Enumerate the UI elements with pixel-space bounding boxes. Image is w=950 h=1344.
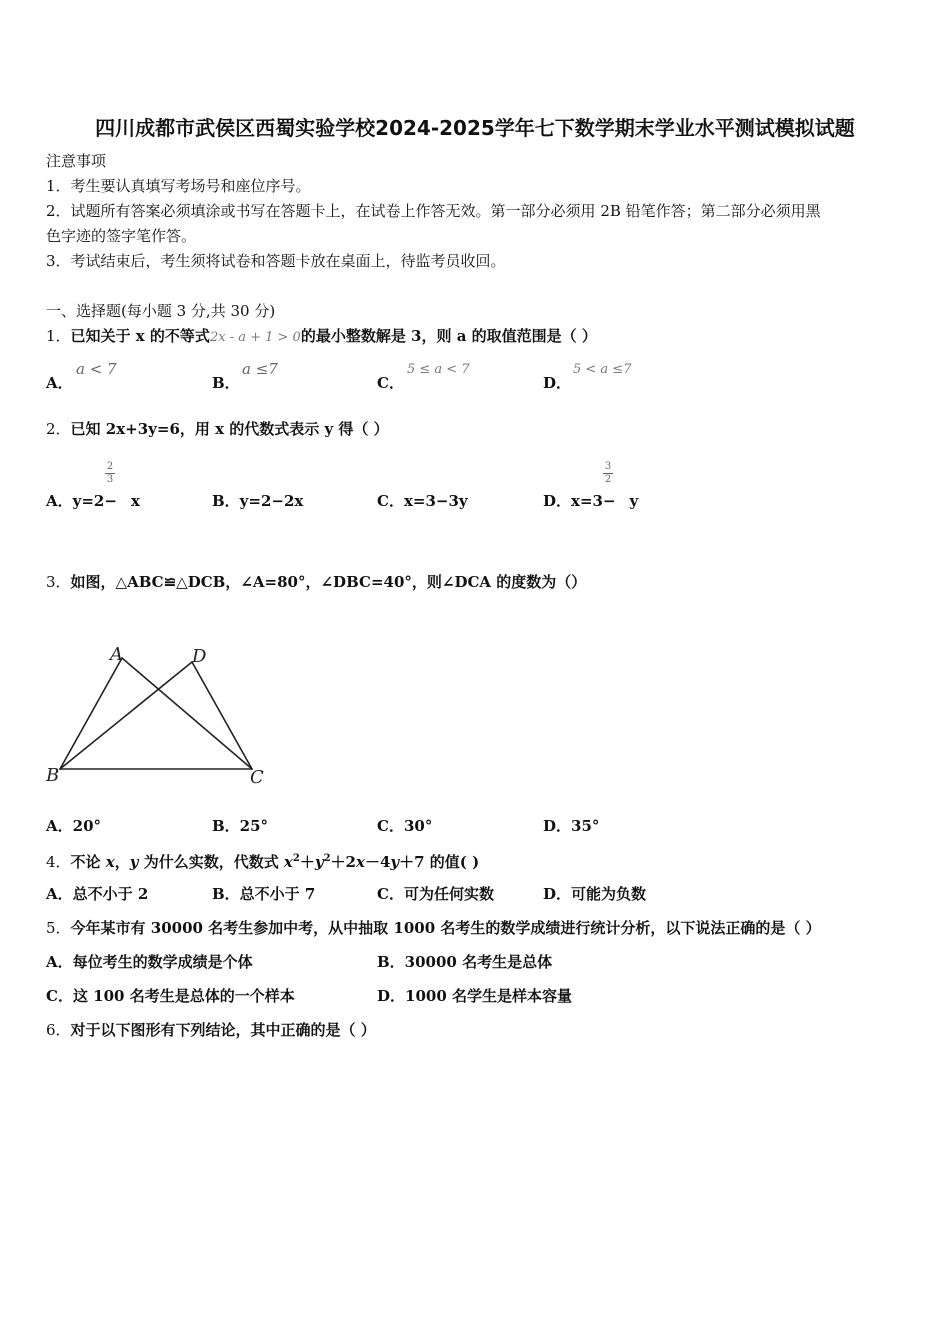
option-b: a ≤7 bbox=[242, 360, 278, 378]
notice-item-3: 3．考试结束后，考生须将试卷和答题卡放在桌面上，待监考员收回。 bbox=[46, 252, 506, 270]
notice-item-2: 2．试题所有答案必须填涂或书写在答题卡上，在试卷上作答无效。第一部分必须用 2B 铅笔作答；第二部分必须用黑 bbox=[46, 202, 821, 220]
option-a: A．20° bbox=[46, 817, 102, 835]
option-a bbox=[46, 490, 140, 512]
segment-dc bbox=[192, 662, 252, 769]
point-label-d: D bbox=[192, 646, 207, 667]
option-b: B．25° bbox=[212, 817, 269, 835]
question-5 bbox=[46, 917, 821, 939]
option-c: C．可为任何实数 bbox=[377, 885, 494, 903]
expr-plus: ＋ bbox=[299, 853, 315, 871]
option-c: C．30° bbox=[377, 817, 433, 835]
question-number: 5． bbox=[46, 919, 71, 937]
expr-y2: y bbox=[390, 853, 400, 871]
option-label: A． bbox=[46, 492, 73, 510]
option-text: x=3− bbox=[571, 492, 616, 510]
option-label-b: B． bbox=[212, 374, 240, 392]
option-d: D．可能为负数 bbox=[543, 885, 647, 903]
exponent: 2 bbox=[323, 853, 331, 864]
question-text: 不论 bbox=[70, 853, 106, 871]
fraction-three-halves bbox=[603, 462, 613, 485]
option-c: 5 ≤ a < 7 bbox=[407, 362, 470, 377]
question-text: 已知关于 x 的不等式 bbox=[70, 327, 210, 345]
option-a: a < 7 bbox=[76, 360, 117, 378]
inequality-expression: 2x - a + 1 > 0 bbox=[209, 330, 301, 345]
question-text-tail: ＋7 的值( ) bbox=[399, 853, 480, 871]
option-label-c: C． bbox=[377, 374, 404, 392]
option-text-tail: y bbox=[629, 492, 639, 510]
expr-y: y bbox=[314, 853, 324, 871]
question-number: 2． bbox=[46, 420, 71, 438]
option-b: B．y=2−2x bbox=[212, 492, 304, 510]
option-label-d: D． bbox=[543, 374, 572, 392]
point-label-b: B bbox=[46, 765, 60, 786]
option-d bbox=[543, 490, 638, 512]
comma: ， bbox=[114, 853, 130, 871]
question-number: 1． bbox=[46, 327, 71, 345]
option-a: A．总不小于 2 bbox=[46, 885, 149, 903]
question-3 bbox=[46, 571, 586, 593]
point-label-a: A bbox=[110, 644, 123, 665]
question-number: 3． bbox=[46, 573, 71, 591]
option-text-tail: x bbox=[130, 492, 140, 510]
option-b: B．总不小于 7 bbox=[212, 885, 316, 903]
option-a: A．每位考生的数学成绩是个体 bbox=[46, 953, 253, 971]
question-number: 6． bbox=[46, 1021, 71, 1039]
variable-x: x bbox=[105, 853, 115, 871]
option-b: B．30000 名考生是总体 bbox=[377, 953, 553, 971]
option-c: C．x=3−3y bbox=[377, 492, 468, 510]
notice-item-2-cont: 色字迹的签字笔作答。 bbox=[46, 227, 197, 245]
question-text: 如图，△ABC≌△DCB，∠A=80°，∠DBC=40°，则∠DCA 的度数为（） bbox=[70, 573, 587, 591]
option-d: D．35° bbox=[543, 817, 600, 835]
question-text-mid: 为什么实数，代数式 bbox=[138, 853, 284, 871]
expr-term: ＋2 bbox=[330, 853, 356, 871]
exponent: 2 bbox=[292, 853, 300, 864]
denominator: 2 bbox=[604, 474, 612, 485]
option-d: D．1000 名学生是样本容量 bbox=[377, 987, 572, 1005]
numerator: 2 bbox=[106, 461, 114, 472]
question-text: 今年某市有 30000 名考生参加中考，从中抽取 1000 名考生的数学成绩进行统计分析，以下说法正确的是（ ） bbox=[70, 919, 821, 937]
question-text: 对于以下图形有下列结论，其中正确的是（ ） bbox=[70, 1021, 376, 1039]
variable-y: y bbox=[129, 853, 139, 871]
question-2 bbox=[46, 418, 389, 440]
notice-item-1: 1．考生要认真填写考场号和座位序号。 bbox=[46, 177, 311, 195]
expr-term: －4 bbox=[364, 853, 391, 871]
segment-bd bbox=[60, 662, 192, 769]
expr-x2: x bbox=[355, 853, 365, 871]
numerator: 3 bbox=[604, 461, 612, 472]
notice-heading: 注意事项 bbox=[46, 152, 107, 170]
page-title: 四川成都市武侯区西蜀实验学校2024-2025学年七下数学期末学业水平测试模拟试题 bbox=[95, 116, 855, 140]
question-text-tail: 的最小整数解是 3，则 a 的取值范围是（ ） bbox=[300, 327, 597, 345]
option-d: 5 < a ≤7 bbox=[573, 362, 632, 377]
option-label-a: A． bbox=[46, 374, 73, 392]
expr-x: x bbox=[283, 853, 293, 871]
triangle-figure bbox=[40, 638, 280, 788]
segment-ac bbox=[122, 658, 252, 769]
fraction-two-thirds bbox=[105, 462, 115, 485]
question-6 bbox=[46, 1019, 376, 1041]
question-number: 4． bbox=[46, 853, 71, 871]
segment-ba bbox=[60, 658, 122, 769]
point-label-c: C bbox=[250, 767, 264, 788]
option-label: D． bbox=[543, 492, 572, 510]
question-1 bbox=[46, 325, 597, 349]
option-c: C．这 100 名考生是总体的一个样本 bbox=[46, 987, 295, 1005]
question-4 bbox=[46, 848, 479, 873]
section-heading: 一、选择题(每小题 3 分,共 30 分) bbox=[46, 302, 276, 320]
option-text: y=2− bbox=[72, 492, 117, 510]
question-text: 已知 2x+3y=6，用 x 的代数式表示 y 得（ ） bbox=[70, 420, 389, 438]
denominator: 3 bbox=[106, 474, 114, 485]
